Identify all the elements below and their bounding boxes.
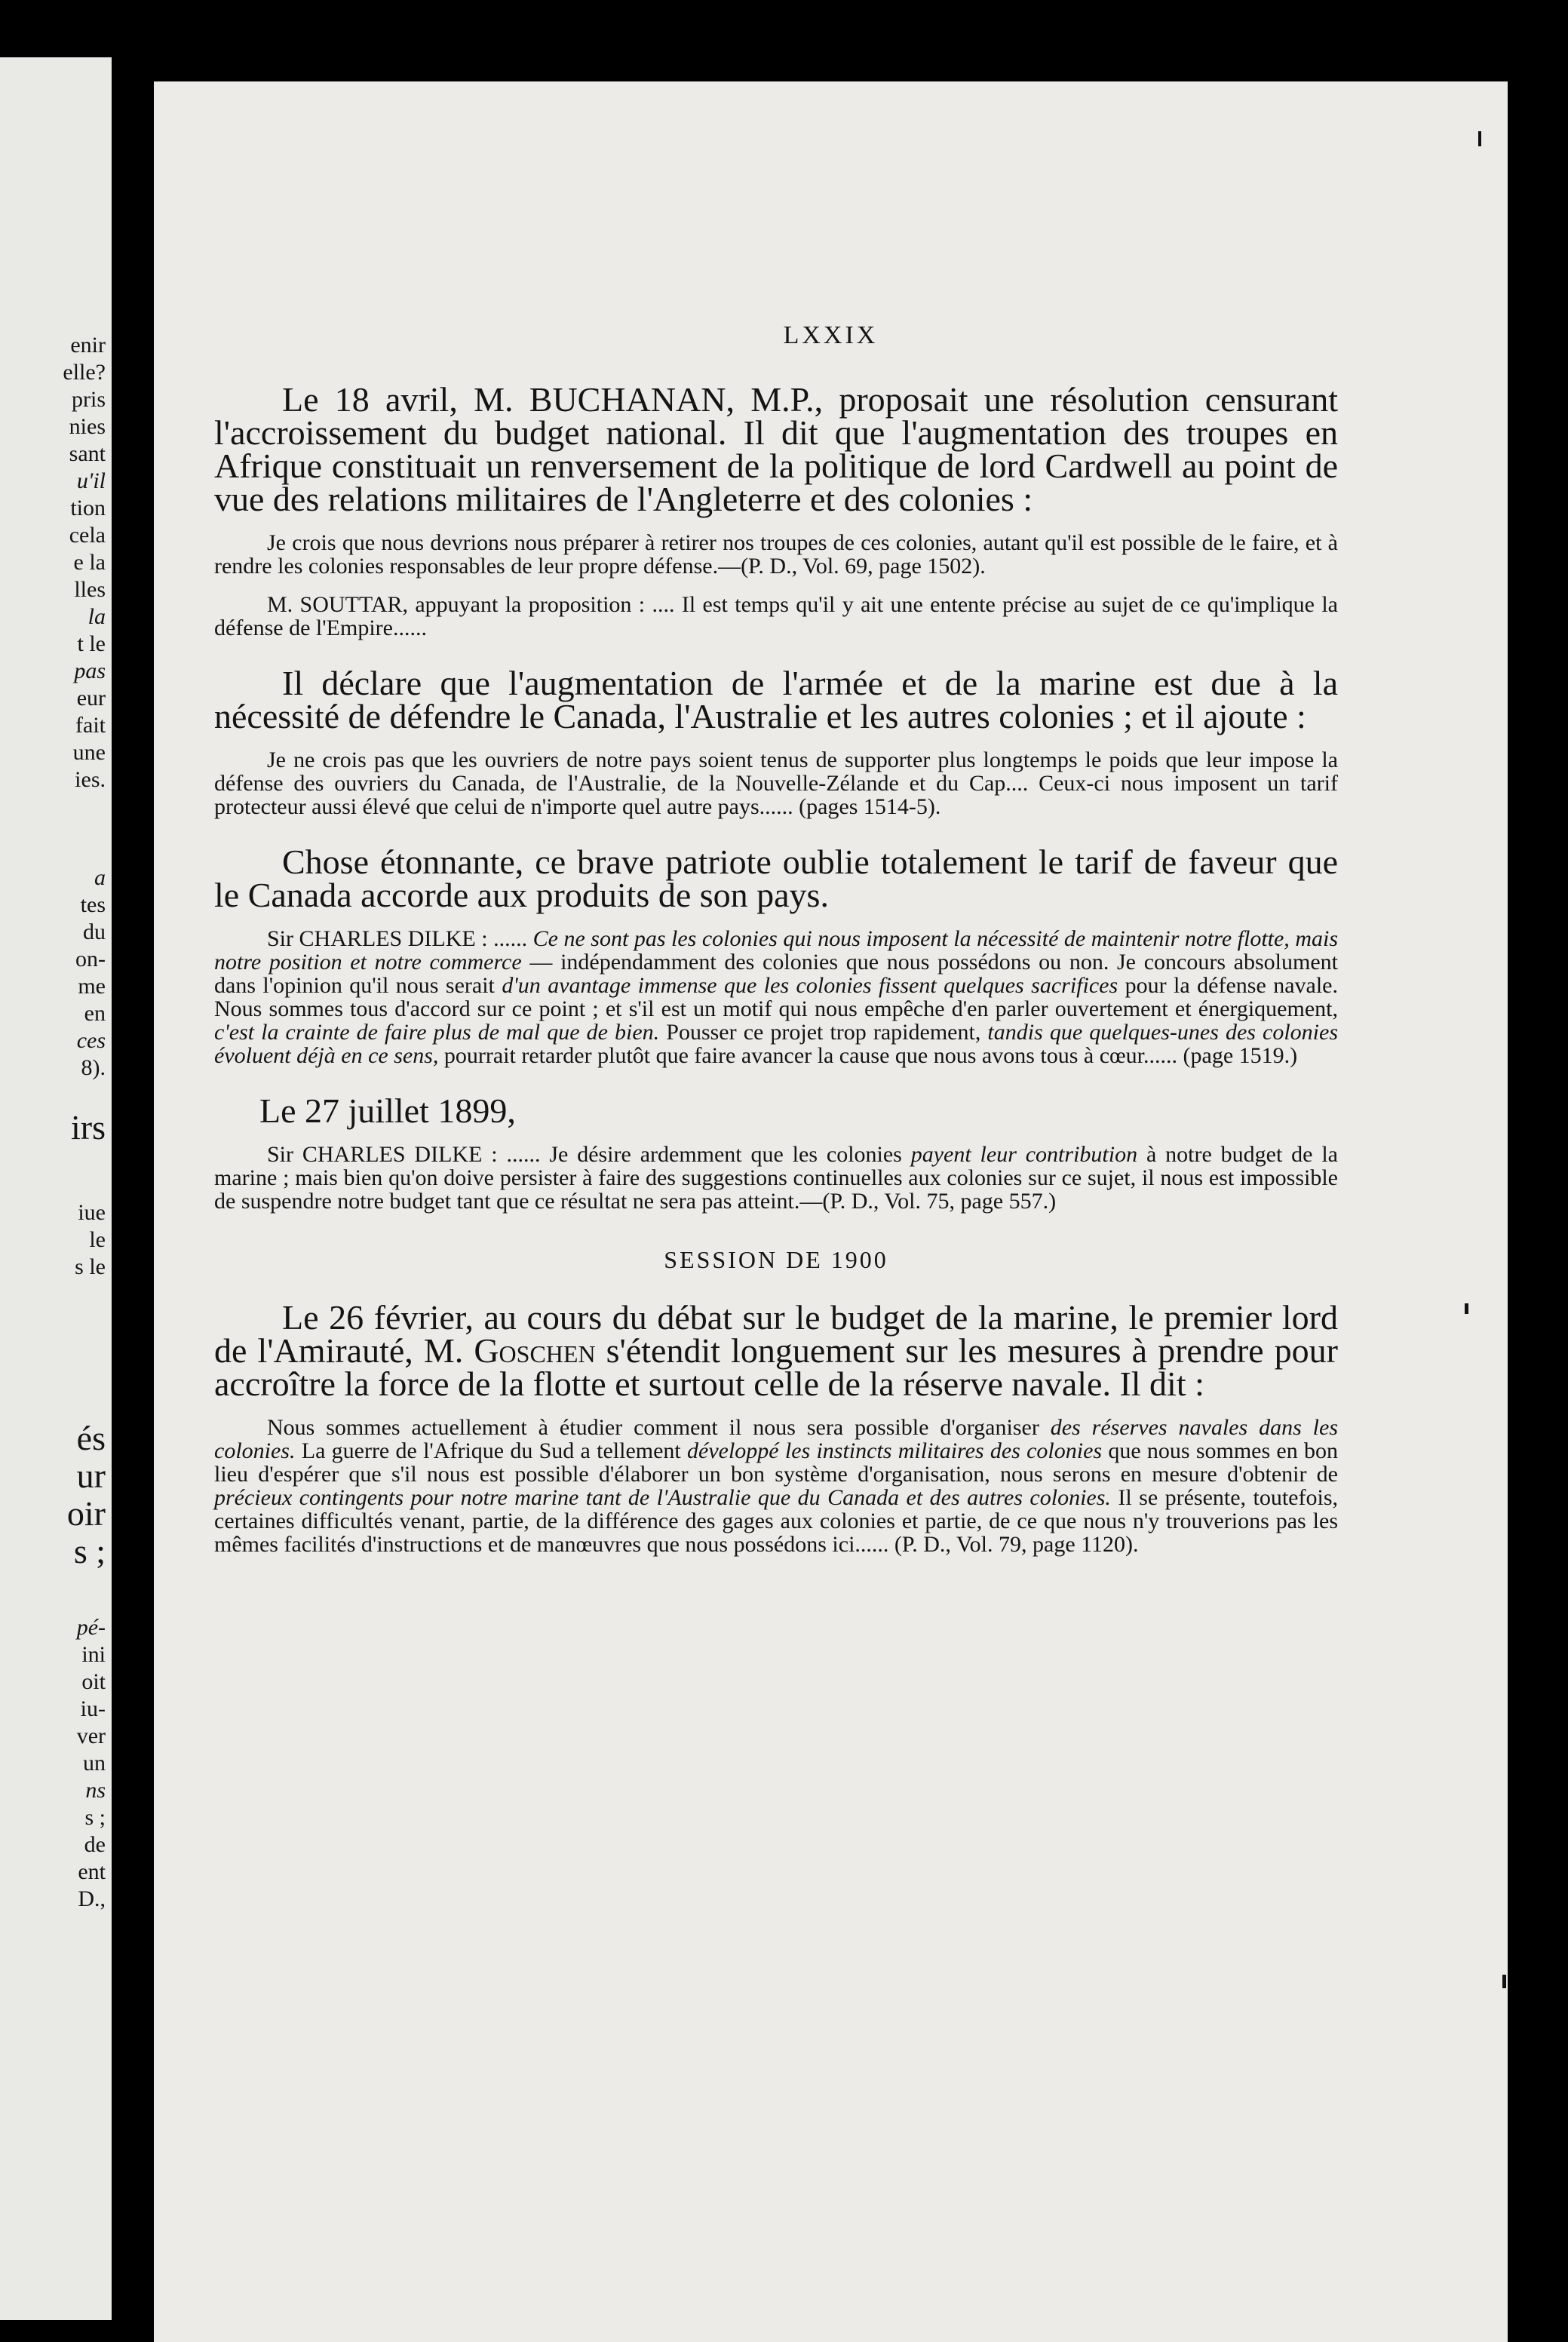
left-page-fragment: ver	[76, 1724, 106, 1748]
page-body	[214, 380, 1339, 1557]
left-page-fragment: ns	[85, 1778, 106, 1803]
left-page-fragment: a	[94, 865, 106, 890]
left-page-fragment: eur	[76, 686, 106, 711]
left-page-fragment: cela	[69, 523, 106, 548]
left-page-fragment: u'il	[76, 468, 106, 493]
left-page-fragment: 8).	[81, 1055, 106, 1080]
left-page-fragment: pas	[74, 658, 106, 683]
left-page-fragment: de	[84, 1832, 106, 1857]
left-page-fragment: on-	[75, 947, 106, 971]
left-page-fragment: ent	[78, 1859, 106, 1884]
left-page-fragment: en	[84, 1001, 106, 1026]
left-page-fragment: ies.	[75, 767, 106, 792]
left-page-fragment: le	[89, 1227, 106, 1252]
left-page-fragment: pris	[72, 387, 106, 412]
page-number: LXXIX	[783, 321, 879, 349]
left-page-fragment: la	[87, 604, 106, 629]
scan-speck	[1465, 1303, 1468, 1314]
left-page-fragment: fait	[75, 713, 106, 738]
left-page-fragment: oit	[81, 1669, 106, 1694]
left-page-fragment: e la	[73, 550, 106, 575]
left-page-fragment: oir	[66, 1494, 106, 1533]
left-page-fragment: ini	[81, 1642, 106, 1667]
quote-souttar: M. SOUTTAR, appuyant la proposition : .... Il est temps qu'il y ait une entente précise au sujet de ce qu'implique la défense de l'Empire......	[214, 592, 1338, 640]
left-page-fragment: une	[72, 740, 106, 765]
quote-workers: Je ne crois pas que les ouvriers de notre pays soient tenus de supporter plus longtemps le poids que leur impose la défense des ouvriers du Canada, de l'Australie, de la Nouvelle-Zélande et du Cap.... Ceux-ci nous imposent un tarif protecteur aussi élevé que celui de n'importe quel autre pays...... (pages 1514-5).	[214, 747, 1338, 819]
left-facing-page	[0, 57, 112, 2320]
quote-dilke-1: Sir CHARLES DILKE : ...... Ce ne sont pas les colonies qui nous imposent la nécessité de maintenir notre flotte, mais notre position et notre commerce — indépendamment des colonies que nous possédons ou non. Je concours absolument dans l'opinion qu'il nous serait d'un avantage immense que les colonies fissent quelques sacrifices pour la défense navale. Nous sommes tous d'accord sur ce point ; et s'il est un motif qui nous empêche d'en parler ouvertement et énergiquement, c'est la crainte de faire plus de mal que de bien. Pousser ce projet trop rapidement, tandis que quelques-unes des colonies évoluent déjà en ce sens, pourrait retarder plutôt que faire avancer la cause que nous avons tous à cœur...... (page 1519.)	[214, 926, 1339, 1068]
left-page-fragment: nies	[69, 414, 106, 439]
paragraph-patriot: Chose étonnante, ce brave patriote oublie totalement le tarif de faveur que le Canada accorde aux produits de son pays.	[214, 843, 1338, 914]
paragraph-buchanan: Le 18 avril, M. BUCHANAN, M.P., proposait une résolution censurant l'accroissement du budget national. Il dit que l'augmentation des troupes en Afrique constituait un renversement de la politique de lord Cardwell au point de vue des relations militaires de l'Angleterre et des colonies :	[214, 380, 1338, 518]
left-page-fragment: s ;	[84, 1805, 106, 1830]
scan-speck	[1502, 1975, 1506, 1988]
left-page-fragment: me	[78, 974, 106, 999]
paragraph-army-navy: Il déclare que l'augmentation de l'armée et de la marine est due à la nécessité de défendre le Canada, l'Australie et les autres colonies ; et il ajoute :	[214, 664, 1338, 735]
paragraph-goschen: Le 26 février, au cours du débat sur le budget de la marine, le premier lord de l'Amirauté, M. Goschen s'étendit longuement sur les mesures à prendre pour accroître la force de la flotte et surtout celle de la réserve navale. Il dit :	[214, 1298, 1338, 1403]
paragraph-date-1899: Le 27 juillet 1899,	[259, 1091, 516, 1130]
quote-goschen: Nous sommes actuellement à étudier comment il nous sera possible d'organiser des réserves navales dans les colonies. La guerre de l'Afrique du Sud a tellement développé les instincts militaires des colonies que nous sommes en bon lieu d'espérer que s'il nous est possible d'élaborer un bon système d'organisation, nous serons en mesure d'obtenir de précieux contingents pour notre marine tant de l'Australie que du Canada et des autres colonies. Il se présente, toutefois, certaines difficultés venant, partie, de la différence des gages aux colonies et partie, de ce que nous n'y trouverions pas les mêmes facilités d'instructions et de manœuvres que nous possédons ici...... (P. D., Vol. 79, page 1120).	[214, 1415, 1338, 1557]
left-page-fragment: ces	[76, 1028, 106, 1053]
left-page-fragment: un	[83, 1751, 106, 1776]
left-page-fragment: s ;	[73, 1532, 106, 1570]
right-page	[154, 81, 1508, 2342]
left-page-fragment: és	[76, 1419, 106, 1457]
left-page-fragment: t le	[77, 631, 106, 656]
left-page-fragment: lles	[74, 577, 106, 602]
left-page-fragment: iue	[78, 1200, 106, 1225]
left-page-fragment: elle?	[63, 360, 106, 385]
left-page-fragment: du	[83, 919, 106, 944]
left-page-fragment: iu-	[80, 1696, 106, 1721]
left-page-fragment: ur	[76, 1456, 106, 1495]
left-page-fragment: s le	[75, 1254, 106, 1279]
quote-buchanan: Je crois que nous devrions nous préparer à retirer nos troupes de ces colonies, autant qu'il est possible de le faire, et à rendre les colonies responsables de leur propre défense.—(P. D., Vol. 69, page 1502).	[214, 530, 1338, 579]
left-page-fragment: D.,	[78, 1886, 106, 1911]
scan-speck	[1478, 131, 1481, 146]
quote-dilke-2: Sir CHARLES DILKE : ...... Je désire ardemment que les colonies payent leur contribution à notre budget de la marine ; mais bien qu'on doive persister à faire des suggestions continuelles aux colonies sur ce sujet, il nous est impossible de suspendre notre budget tant que ce résultat ne sera pas atteint.—(P. D., Vol. 75, page 557.)	[214, 1142, 1338, 1214]
left-page-fragment: tion	[70, 496, 106, 520]
session-heading: SESSION DE 1900	[664, 1246, 888, 1273]
left-page-fragment: sant	[69, 441, 106, 466]
left-page-fragment: pé-	[76, 1615, 106, 1640]
left-page-fragment: enir	[70, 333, 106, 358]
left-page-fragment: tes	[80, 892, 106, 917]
left-page-fragment: irs	[71, 1108, 106, 1146]
